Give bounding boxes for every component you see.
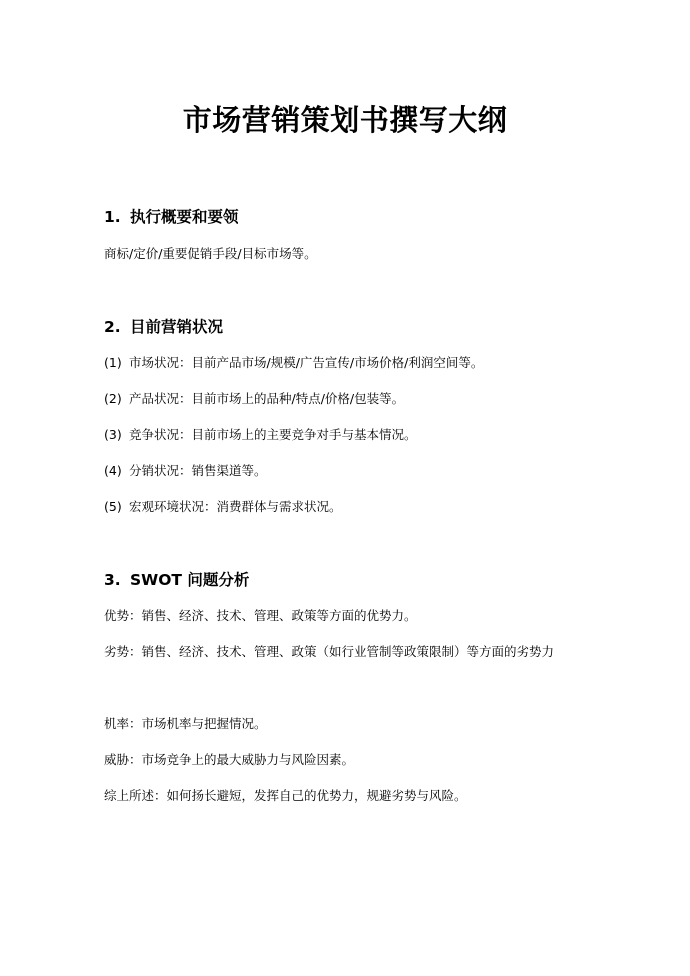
- list-item: [104, 462, 267, 480]
- paragraph: 综上所述：如何扬长避短，发挥自己的优势力，规避劣势与风险。: [104, 788, 467, 803]
- paragraph: 机率：市场机率与把握情况。: [104, 716, 267, 731]
- list-text: 市场状况：目前产品市场/规模/广告宣传/市场价格/利润空间等。: [129, 355, 484, 370]
- section-title: 执行概要和要领: [130, 208, 239, 226]
- list-index: (2): [104, 391, 122, 406]
- list-item: [104, 390, 404, 408]
- list-text: 竞争状况：目前市场上的主要竞争对手与基本情况。: [129, 427, 417, 442]
- section-number: 1.: [104, 208, 121, 226]
- paragraph: 优势：销售、经济、技术、管理、政策等方面的优势力。: [104, 608, 417, 623]
- section-number: 3.: [104, 571, 121, 589]
- list-index: (3): [104, 427, 122, 442]
- list-index: (1): [104, 355, 122, 370]
- paragraph: 威胁：市场竞争上的最大威胁力与风险因素。: [104, 752, 355, 767]
- section-heading-1: [104, 207, 239, 227]
- list-index: (5): [104, 499, 122, 514]
- section-heading-3: [104, 570, 249, 590]
- section-title: 目前营销状况: [130, 318, 224, 336]
- section-number: 2.: [104, 318, 121, 336]
- section-heading-2: [104, 317, 223, 337]
- paragraph: 商标/定价/重要促销手段/目标市场等。: [104, 246, 317, 261]
- list-text: 宏观环境状况：消费群体与需求状况。: [129, 499, 342, 514]
- document-title: 市场营销策划书撰写大纲: [182, 103, 508, 137]
- list-text: 分销状况：销售渠道等。: [129, 463, 267, 478]
- list-item: [104, 498, 342, 516]
- paragraph: 劣势：销售、经济、技术、管理、政策（如行业管制等政策限制）等方面的劣势力: [104, 644, 555, 659]
- list-index: (4): [104, 463, 122, 478]
- list-item: [104, 426, 417, 444]
- section-title: SWOT 问题分析: [130, 571, 250, 589]
- list-item: [104, 354, 483, 372]
- list-text: 产品状况：目前市场上的品种/特点/价格/包装等。: [129, 391, 405, 406]
